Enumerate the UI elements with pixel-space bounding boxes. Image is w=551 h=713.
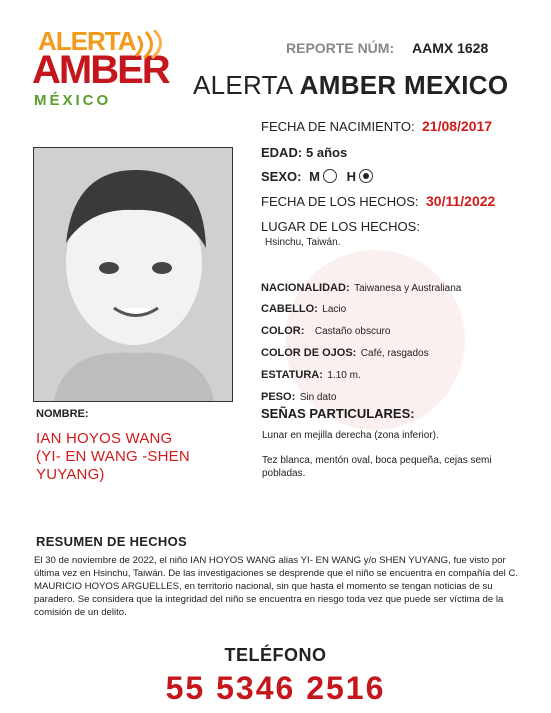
place-label: LUGAR DE LOS HECHOS: bbox=[261, 219, 420, 234]
hair-value: Lacio bbox=[322, 304, 347, 315]
color-label: COLOR: bbox=[261, 325, 305, 337]
report-number-value: AAMX 1628 bbox=[412, 40, 489, 56]
eye-color-label: COLOR DE OJOS: bbox=[261, 347, 357, 359]
marks-line-1: Lunar en mejilla derecha (zona inferior). bbox=[262, 430, 439, 441]
page-title bbox=[193, 70, 508, 101]
height-value: 1.10 m. bbox=[327, 370, 361, 381]
color-row bbox=[261, 321, 390, 339]
phone-number[interactable]: 55 5346 2516 bbox=[165, 670, 386, 706]
signal-waves-icon bbox=[132, 30, 172, 60]
weight-label: PESO: bbox=[261, 391, 296, 403]
sex-m-label: M bbox=[309, 169, 320, 184]
age-label: EDAD: bbox=[261, 145, 303, 160]
nationality-label: NACIONALIDAD: bbox=[261, 282, 350, 294]
missing-child-photo bbox=[33, 147, 233, 402]
hair-row bbox=[261, 299, 346, 317]
summary-text: El 30 de noviembre de 2022, el niño IAN HOYOS WANG alias YI- EN WANG y/o SHEN YUYANG, fue visto por última vez en Hsinchu, Taiwán. De las investigaciones se desprende que el niño se encuentra en compañía del C. MAURICIO HOYOS ARGUELLES, en territorio nacional, sin que hasta el momento se tengan noticias de su paradero. Se considera que la integridad del niño se encuentra en riesgo toda vez que puede ser víctima de la comisión de un delito. bbox=[34, 555, 519, 618]
color-value: Castaño obscuro bbox=[314, 326, 391, 337]
name-line-3: YUYANG) bbox=[36, 466, 105, 483]
event-date-label: FECHA DE LOS HECHOS: bbox=[261, 194, 419, 209]
sex-label: SEXO: bbox=[261, 169, 302, 184]
report-number-label: REPORTE NÚM: bbox=[286, 40, 395, 56]
child-name bbox=[36, 430, 236, 484]
summary-title: RESUMEN DE HECHOS bbox=[36, 534, 188, 549]
sex-field bbox=[261, 169, 379, 184]
hair-label: CABELLO: bbox=[261, 303, 318, 315]
title-bold: AMBER MEXICO bbox=[299, 70, 509, 100]
place-value: Hsinchu, Taiwán. bbox=[265, 237, 341, 248]
sex-h-radio bbox=[359, 169, 373, 183]
title-light: ALERTA bbox=[193, 70, 293, 100]
eye-color-row bbox=[261, 343, 429, 361]
logo-alerta-text: ALERTA bbox=[38, 26, 136, 56]
height-row bbox=[261, 365, 361, 383]
marks-label: SEÑAS PARTICULARES: bbox=[261, 406, 415, 421]
name-line-1: IAN HOYOS WANG bbox=[36, 430, 173, 447]
birthdate-label: FECHA DE NACIMIENTO: bbox=[261, 119, 415, 134]
nationality-value: Taiwanesa y Australiana bbox=[354, 283, 462, 294]
logo-amber-text: AMBER bbox=[32, 48, 169, 92]
age-value: 5 años bbox=[306, 145, 348, 160]
nationality-row bbox=[261, 278, 461, 296]
name-line-2: (YI- EN WANG -SHEN bbox=[36, 448, 190, 465]
event-date-value: 30/11/2022 bbox=[426, 193, 496, 209]
marks-line-3: pobladas. bbox=[262, 468, 306, 479]
sex-h-label: H bbox=[346, 169, 356, 184]
name-label: NOMBRE: bbox=[36, 408, 89, 420]
eye-color-value: Café, rasgados bbox=[360, 348, 429, 359]
marks-line-2: Tez blanca, mentón oval, boca pequeña, cejas semi bbox=[262, 455, 492, 466]
phone-label: TELÉFONO bbox=[224, 645, 327, 665]
child-portrait-icon bbox=[34, 148, 232, 401]
height-label: ESTATURA: bbox=[261, 369, 323, 381]
weight-value: Sin dato bbox=[299, 392, 337, 403]
weight-row bbox=[261, 387, 336, 405]
birthdate-value: 21/08/2017 bbox=[422, 118, 493, 134]
logo-mexico-text: MÉXICO bbox=[34, 92, 112, 109]
sex-m-radio bbox=[323, 169, 337, 183]
